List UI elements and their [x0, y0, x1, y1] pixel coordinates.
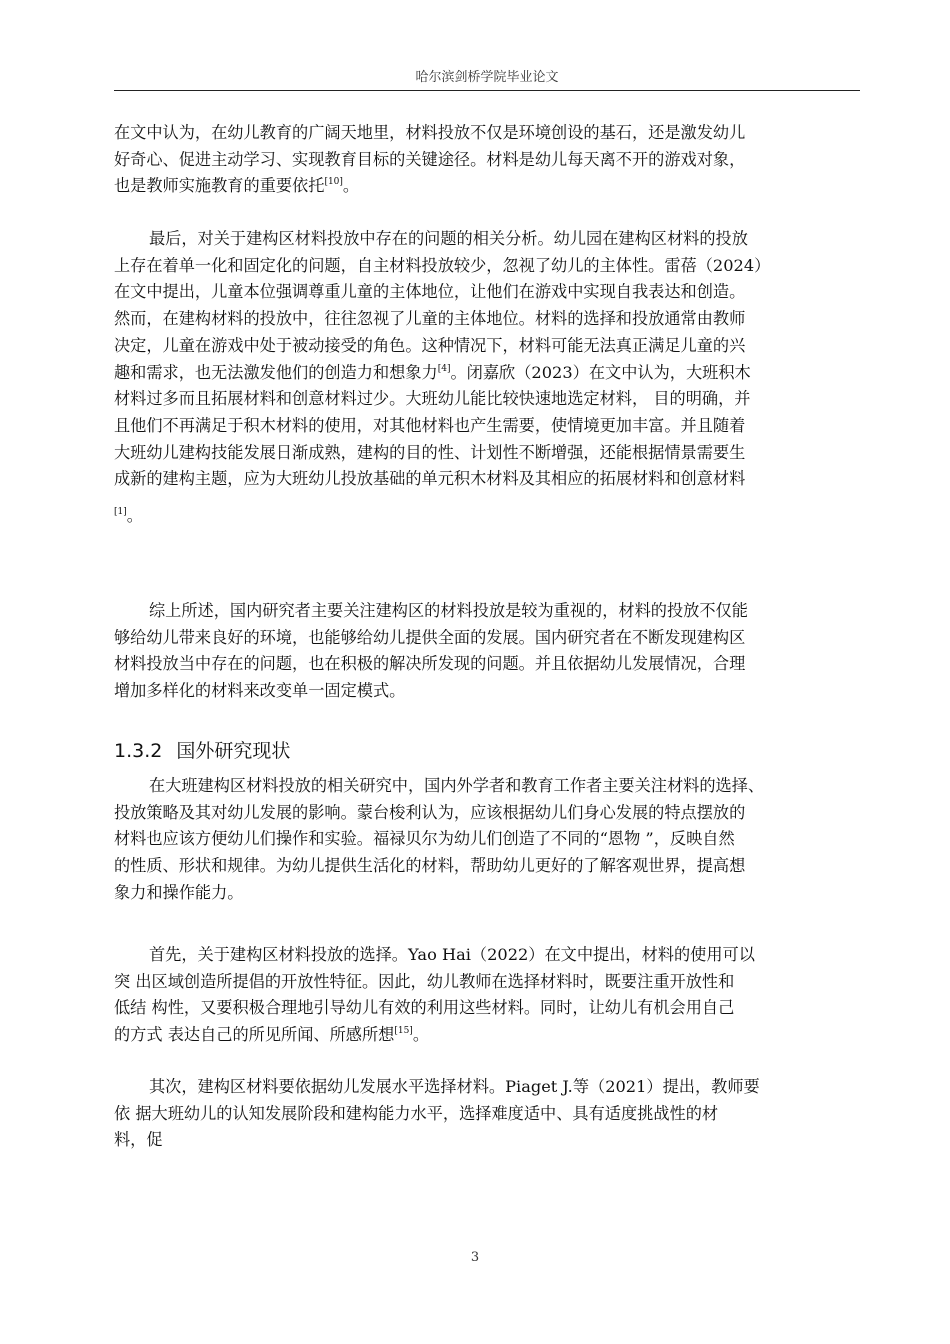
text-line: 最后，对关于建构区材料投放中存在的问题的相关分析。幼儿园在建构区材料的投放 [149, 229, 748, 248]
text-line: 大班幼儿建构技能发展日渐成熟，建构的目的性、计划性不断增强，还能根据情景需要生 [114, 442, 746, 462]
text-line: [1]。 [114, 506, 143, 526]
citation: [4] [437, 363, 451, 374]
header-rule [114, 90, 860, 91]
text-line: 且他们不再满足于积木材料的使用，对其他材料也产生需要，使情境更加丰富。并且随着 [114, 415, 746, 435]
citation: [1] [114, 507, 127, 518]
text-line: 其次，建构区材料要依据幼儿发展水平选择材料。Piaget J.等（2021）提出，教师要 [149, 1077, 760, 1096]
text-line: 料，促 [114, 1130, 163, 1150]
section-title: 国外研究现状 [176, 740, 291, 762]
paragraph-5 [114, 942, 860, 1049]
text-line: 低结 构性，又要积极合理地引导幼儿有效的利用这些材料。同时，让幼儿有机会用自己 [114, 998, 735, 1018]
text-line: 在文中认为，在幼儿教育的广阔天地里，材料投放不仅是环境创设的基石，还是激发幼儿 [114, 123, 746, 142]
paragraph-1 [114, 120, 860, 200]
citation: [10] [324, 177, 343, 188]
page-number: 3 [470, 1250, 480, 1265]
text-line: 的性质、形状和规律。为幼儿提供生活化的材料，帮助幼儿更好的了解客观世界，提高想 [114, 856, 746, 876]
section-number: 1.3.2 [114, 740, 163, 762]
page-header: 哈尔滨剑桥学院毕业论文 [415, 70, 559, 85]
text-line: 的方式 表达自己的所见所闻、所感所想[15]。 [114, 1025, 430, 1045]
text-line: 突 出区域创造所提倡的开放性特征。因此，幼儿教师在选择材料时，既要注重开放性和 [114, 971, 735, 991]
text-line: 好奇心、促进主动学习、实现教育目标的关键途径。材料是幼儿每天离不开的游戏对象， [114, 149, 746, 169]
text-line: 增加多样化的材料来改变单一固定模式。 [114, 681, 406, 701]
text-line: 首先，关于建构区材料投放的选择。Yao Hai（2022）在文中提出，材料的使用可以 [149, 945, 755, 964]
text-line: 象力和操作能力。 [114, 882, 244, 902]
text-line: 依 据大班幼儿的认知发展阶段和建构能力水平，选择难度适中、具有适度挑战性的材 [114, 1103, 719, 1123]
citation: [15] [394, 1026, 413, 1037]
text-line: 材料过多而且拓展材料和创意材料过少。大班幼儿能比较快速地选定材料， 目的明确，并 [114, 389, 751, 409]
section-heading [114, 736, 290, 763]
text-line: 材料也应该方便幼儿们操作和实验。福禄贝尔为幼儿们创造了不同的“恩物 ”，反映自然 [114, 829, 735, 849]
text-line: 材料投放当中存在的问题，也在积极的解决所发现的问题。并且依据幼儿发展情况，合理 [114, 654, 746, 674]
text-line: 在大班建构区材料投放的相关研究中，国内外学者和教育工作者主要关注材料的选择、 [149, 776, 765, 795]
text-line: 趣和需求，也无法激发他们的创造力和想象力[4]。闭嘉欣（2023）在文中认为，大班积木 [114, 362, 751, 382]
text-line: 在文中提出，儿童本位强调尊重儿童的主体地位，让他们在游戏中实现自我表达和创造。 [114, 282, 746, 302]
text-line: 够给幼儿带来良好的环境，也能够给幼儿提供全面的发展。国内研究者在不断发现建构区 [114, 627, 746, 647]
paragraph-3 [114, 598, 860, 705]
text-line: 决定，儿童在游戏中处于被动接受的角色。这种情况下，材料可能无法真正满足儿童的兴 [114, 335, 746, 355]
text-line: 综上所述，国内研究者主要关注建构区的材料投放是较为重视的，材料的投放不仅能 [149, 601, 748, 620]
text-line: 也是教师实施教育的重要依托[10]。 [114, 176, 360, 196]
paragraph-2 [114, 226, 860, 530]
paragraph-4 [114, 773, 860, 907]
text-line: 上存在着单一化和固定化的问题，自主材料投放较少，忽视了幼儿的主体性。雷蓓（2024） [114, 255, 771, 275]
text-line: 投放策略及其对幼儿发展的影响。蒙台梭利认为，应该根据幼儿们身心发展的特点摆放的 [114, 802, 746, 822]
text-line: 然而，在建构材料的投放中，往往忽视了儿童的主体地位。材料的选择和投放通常由教师 [114, 309, 746, 329]
text-line: 成新的建构主题，应为大班幼儿投放基础的单元积木材料及其相应的拓展材料和创意材料 [114, 469, 746, 489]
paragraph-6 [114, 1074, 860, 1154]
